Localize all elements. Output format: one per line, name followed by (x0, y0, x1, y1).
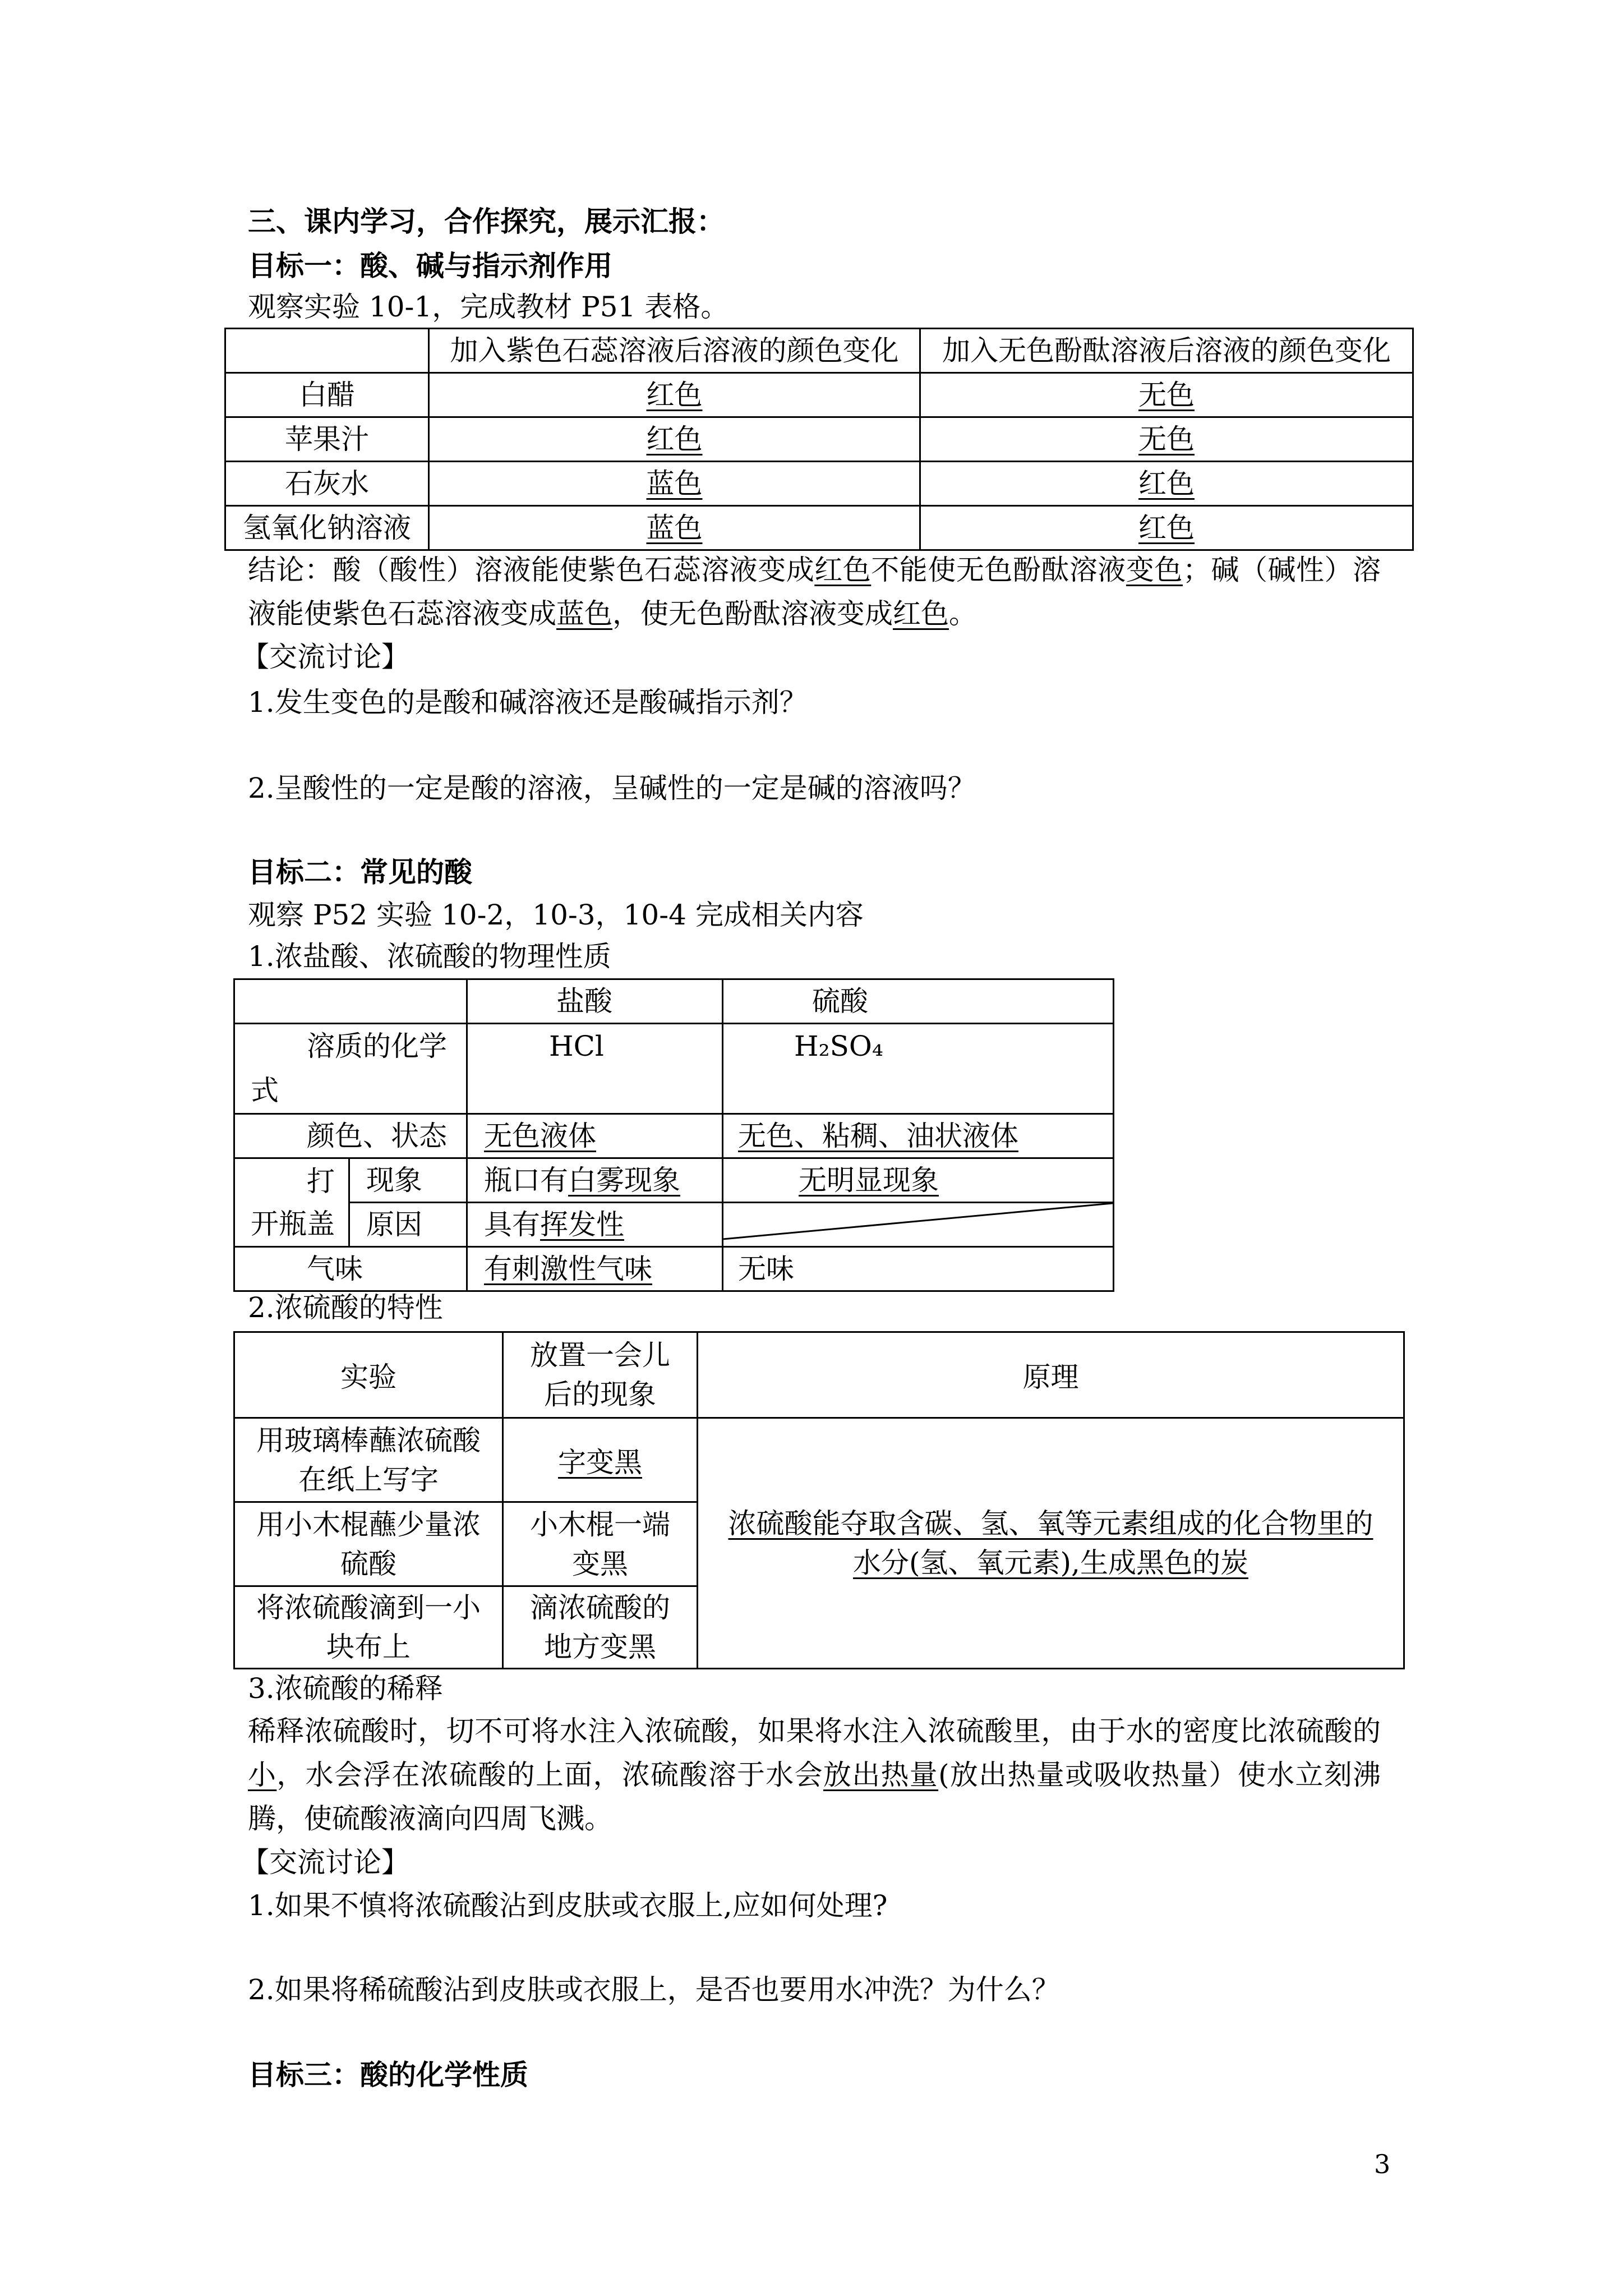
experiment-text: 将浓硫酸滴到一小块布上 (256, 1591, 481, 1663)
open-cap-label: 打开瓶盖 (251, 1165, 335, 1240)
smell-label: 气味 (307, 1253, 363, 1285)
goal1-question-2: 2.呈酸性的一定是酸的溶液，呈碱性的一定是碱的溶液吗？ (248, 772, 976, 804)
answer-text: 无明显现象 (799, 1164, 939, 1197)
table-row (234, 1418, 1404, 1502)
conclusion-answer: 变色 (1126, 554, 1183, 586)
header-principle: 原理 (698, 1332, 1404, 1418)
experiment-text: 用小木棍蘸少量浓硫酸 (256, 1508, 481, 1580)
paragraph-text: ，水会浮在浓硫酸的上面，浓硫酸溶于水会 (276, 1759, 823, 1791)
table-row (225, 417, 1413, 462)
dilution-paragraph (248, 1709, 1381, 1841)
goal1-question-1: 1.发生变色的是酸和碱溶液还是酸碱指示剂？ (248, 686, 808, 719)
sulfuric-acid-property-table (233, 1331, 1405, 1669)
conclusion-text: ；碱（碱性）溶液能使紫色石蕊溶液变成 (248, 554, 1381, 630)
table-row (234, 1158, 1114, 1203)
goal1-discussion-heading: 【交流讨论】 (241, 641, 409, 673)
conclusion-answer: 蓝色 (556, 597, 612, 630)
conclusion-answer: 红色 (814, 554, 872, 586)
table-row (234, 1247, 1114, 1291)
table-row (225, 462, 1413, 506)
table-row (225, 506, 1413, 550)
h2so4-color-state-cell (723, 1114, 1114, 1158)
conclusion-answer: 红色 (893, 597, 949, 630)
litmus-cell (429, 506, 920, 550)
header-blank-cell (225, 329, 429, 373)
phenomenon-cell (503, 1418, 698, 1502)
header-hcl: 盐酸 (467, 979, 723, 1024)
phenomenon-cell (503, 1586, 698, 1669)
hcl-phenomenon-cell (467, 1158, 723, 1203)
experiment-cell (234, 1502, 503, 1586)
section-title: 三、课内学习，合作探究，展示汇报： (248, 205, 725, 238)
hcl-smell-cell (467, 1247, 723, 1291)
h2so4-formula: H₂SO₄ (723, 1024, 1114, 1114)
phenomenon-cell (503, 1502, 698, 1586)
answer-text: 挥发性 (540, 1208, 624, 1241)
conclusion-text: ，使无色酚酞溶液变成 (612, 597, 893, 630)
phenomenon-text: 滴浓硫酸的地方变黑 (530, 1591, 670, 1663)
answer-text: 红色 (1138, 512, 1195, 544)
diagonal-slash (723, 1203, 1113, 1246)
litmus-cell (429, 417, 920, 462)
litmus-cell (429, 462, 920, 506)
phenolphthalein-cell (920, 506, 1413, 550)
row-label-cell (234, 1024, 467, 1114)
answer-text: 白雾现象 (568, 1164, 680, 1197)
hcl-color-state-cell (467, 1114, 723, 1158)
goal2-question-1: 1.如果不慎将浓硫酸沾到皮肤或衣服上,应如何处理? (248, 1889, 888, 1922)
goal3-title: 目标三：酸的化学性质 (248, 2058, 528, 2091)
phenolphthalein-cell (920, 373, 1413, 417)
answer-text: 无色、粘稠、油状液体 (738, 1120, 1018, 1152)
conclusion-text: 不能使无色酚酞溶液 (871, 554, 1126, 586)
table-header-row (234, 979, 1114, 1024)
substance-cell: 白醋 (225, 373, 429, 417)
table-row (225, 373, 1413, 417)
hcl-reason-cell (467, 1203, 723, 1247)
experiment-cell (234, 1586, 503, 1669)
header-h2so4: 硫酸 (723, 979, 1114, 1024)
goal2-question-2: 2.如果将稀硫酸沾到皮肤或衣服上，是否也要用水冲洗？为什么？ (248, 1973, 1060, 2006)
substance-cell: 氢氧化钠溶液 (225, 506, 429, 550)
cell-text: 瓶口有 (484, 1164, 568, 1197)
answer-text: 蓝色 (646, 512, 703, 544)
header-experiment: 实验 (234, 1332, 503, 1418)
answer-text: 红色 (646, 423, 703, 455)
paragraph-text: (放出热量或吸收热量）使水立刻沸腾，使硫酸液滴向四周飞溅。 (248, 1759, 1381, 1835)
dilution-title: 3.浓硫酸的稀释 (248, 1672, 443, 1705)
answer-text: 字变黑 (558, 1446, 642, 1479)
h2so4-phenomenon-cell (723, 1158, 1114, 1203)
header-phenolphthalein: 加入无色酚酞溶液后溶液的颜色变化 (920, 329, 1413, 373)
goal2-discussion-heading: 【交流讨论】 (241, 1846, 409, 1879)
header-phenomenon (503, 1332, 698, 1418)
header-litmus: 加入紫色石蕊溶液后溶液的颜色变化 (429, 329, 920, 373)
answer-text: 无色 (1138, 423, 1195, 455)
table-header-row (225, 329, 1413, 373)
answer-text: 红色 (646, 379, 703, 411)
phenomenon-text: 小木棍一端变黑 (530, 1508, 670, 1580)
table-row (234, 1024, 1114, 1114)
goal2-title: 目标二：常见的酸 (248, 855, 472, 889)
substance-cell: 苹果汁 (225, 417, 429, 462)
hcl-formula: HCl (467, 1024, 723, 1114)
h2so4-reason-crossed-cell (723, 1203, 1114, 1247)
experiment-text: 用玻璃棒蘸浓硫酸在纸上写字 (256, 1424, 481, 1496)
answer-text: 有刺激性气味 (484, 1253, 652, 1285)
conclusion-text: 。 (949, 597, 977, 630)
phenolphthalein-cell (920, 417, 1413, 462)
answer-text: 蓝色 (646, 467, 703, 500)
open-cap-label-cell (234, 1158, 349, 1247)
physical-properties-table (233, 978, 1114, 1292)
principle-text: 浓硫酸能夺取含碳、氢、氧等元素组成的化合物里的水分(氢、氧元素),生成黑色的炭 (728, 1507, 1373, 1579)
row-label-cell (234, 1247, 467, 1291)
conclusion-text: 结论：酸（酸性）溶液能使紫色石蕊溶液变成 (248, 554, 815, 586)
reason-label: 原因 (349, 1203, 467, 1247)
substance-cell: 石灰水 (225, 462, 429, 506)
goal1-conclusion (248, 548, 1381, 636)
row-label-cell (234, 1114, 467, 1158)
principle-wrap (723, 1504, 1379, 1582)
cell-text: 具有 (484, 1208, 540, 1241)
paragraph-answer: 放出热量 (823, 1759, 939, 1791)
principle-cell (698, 1418, 1404, 1669)
answer-text: 无色 (1138, 379, 1195, 411)
answer-text: 红色 (1138, 467, 1195, 500)
paragraph-answer: 小 (248, 1759, 277, 1791)
paragraph-text: 稀释浓硫酸时，切不可将水注入浓硫酸，如果将水注入浓硫酸里，由于水的密度比浓硫酸的 (248, 1715, 1381, 1747)
h2so4-smell-cell: 无味 (723, 1247, 1114, 1291)
sulfuric-acid-property-title: 2.浓硫酸的特性 (248, 1291, 443, 1324)
goal1-instruction: 观察实验 10-1，完成教材 P51 表格。 (248, 291, 729, 323)
experiment-cell (234, 1418, 503, 1502)
header-blank-cell (234, 979, 467, 1024)
indicator-table (224, 328, 1414, 551)
table-row (234, 1203, 1114, 1247)
phenolphthalein-cell (920, 462, 1413, 506)
answer-text: 无色液体 (484, 1120, 596, 1152)
table-header-row (234, 1332, 1404, 1418)
litmus-cell (429, 373, 920, 417)
solute-label: 溶质的化学式 (251, 1030, 447, 1107)
color-state-label: 颜色、状态 (307, 1120, 447, 1152)
table-row (234, 1114, 1114, 1158)
header-text: 放置一会儿后的现象 (530, 1339, 670, 1411)
phenomenon-label: 现象 (349, 1158, 467, 1203)
page-number: 3 (1374, 2149, 1391, 2179)
physical-properties-title: 1.浓盐酸、浓硫酸的物理性质 (248, 940, 611, 973)
goal2-instruction: 观察 P52 实验 10-2，10-3，10-4 完成相关内容 (248, 899, 864, 931)
goal1-title: 目标一：酸、碱与指示剂作用 (248, 249, 612, 282)
